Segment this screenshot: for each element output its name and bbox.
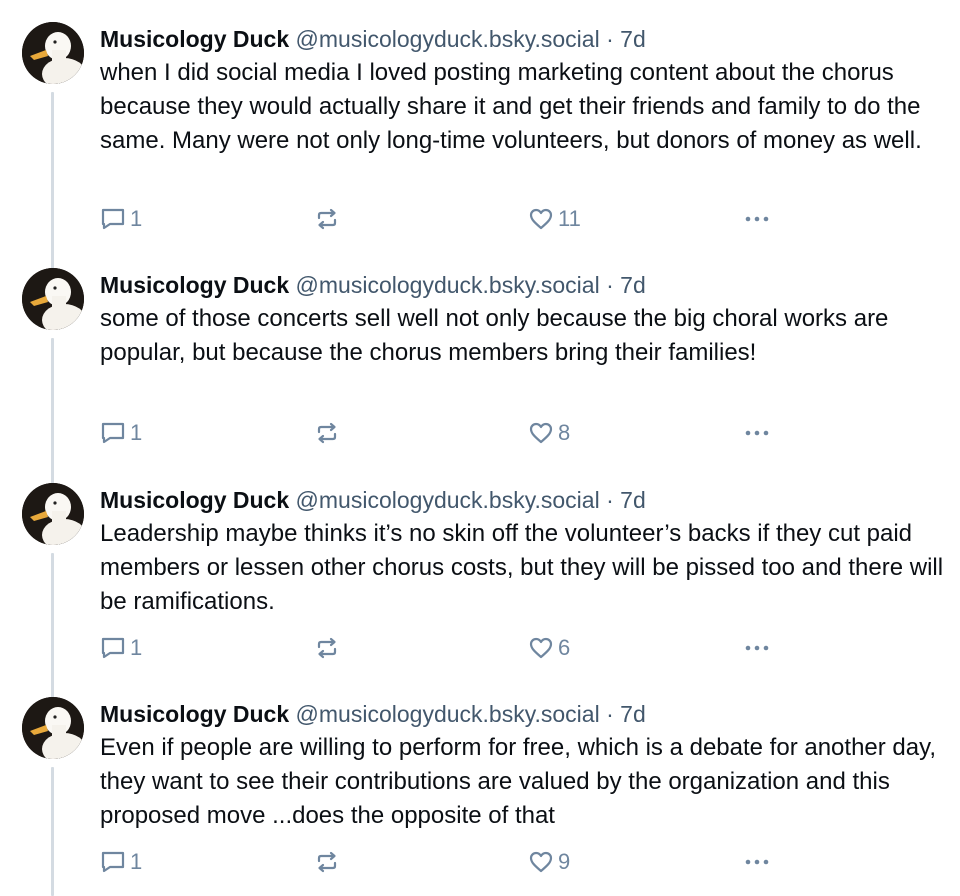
- author-name[interactable]: Musicology Duck: [100, 26, 290, 52]
- repost-arrows-icon: [314, 850, 340, 874]
- author-name[interactable]: Musicology Duck: [100, 701, 290, 727]
- heart-icon: [528, 207, 554, 231]
- header-separator: ·: [606, 487, 614, 513]
- post-header: [100, 483, 646, 517]
- author-avatar[interactable]: [22, 483, 84, 545]
- like-button[interactable]: [528, 845, 570, 879]
- ellipsis-icon: [742, 636, 772, 660]
- post-item[interactable]: [0, 268, 960, 464]
- header-separator: ·: [606, 26, 614, 52]
- post-header: [100, 268, 646, 302]
- reply-button[interactable]: [100, 202, 142, 236]
- post-header: [100, 22, 646, 56]
- post-item[interactable]: [0, 483, 960, 679]
- repost-button[interactable]: [314, 202, 340, 236]
- thread-connector-line: [51, 338, 54, 484]
- like-count: 9: [558, 849, 571, 874]
- more-options-button[interactable]: [742, 202, 772, 236]
- author-avatar[interactable]: [22, 697, 84, 759]
- post-text: some of those concerts sell well not only because the big choral works are popular, but because the chorus members bring their families!: [100, 305, 896, 366]
- more-options-button[interactable]: [742, 416, 772, 450]
- duck-avatar-icon: [22, 268, 84, 330]
- post-time[interactable]: 7d: [620, 26, 646, 52]
- post-actions: [100, 845, 800, 879]
- heart-icon: [528, 421, 554, 445]
- post-actions: [100, 202, 800, 236]
- post-header: [100, 697, 646, 731]
- author-handle[interactable]: @musicologyduck.bsky.social: [295, 26, 600, 52]
- reply-button[interactable]: [100, 416, 142, 450]
- heart-icon: [528, 636, 554, 660]
- more-options-button[interactable]: [742, 631, 772, 665]
- author-avatar[interactable]: [22, 22, 84, 84]
- reply-count: 1: [130, 206, 143, 231]
- like-button[interactable]: [528, 631, 570, 665]
- author-handle[interactable]: @musicologyduck.bsky.social: [295, 487, 600, 513]
- duck-avatar-icon: [22, 697, 84, 759]
- post-actions: [100, 416, 800, 450]
- post-text: Leadership maybe thinks it’s no skin off the volunteer’s backs if they cut paid members or lessen other chorus costs, but they will be pissed too and there will be ramifications.: [100, 520, 950, 615]
- reply-count: 1: [130, 849, 143, 874]
- repost-button[interactable]: [314, 416, 340, 450]
- ellipsis-icon: [742, 421, 772, 445]
- like-button[interactable]: [528, 202, 581, 236]
- header-separator: ·: [606, 272, 614, 298]
- like-count: 6: [558, 635, 571, 660]
- reply-button[interactable]: [100, 631, 142, 665]
- ellipsis-icon: [742, 850, 772, 874]
- author-name[interactable]: Musicology Duck: [100, 487, 290, 513]
- reply-bubble-icon: [100, 207, 126, 231]
- duck-avatar-icon: [22, 22, 84, 84]
- thread-connector-line: [51, 92, 54, 284]
- reply-bubble-icon: [100, 421, 126, 445]
- reply-bubble-icon: [100, 850, 126, 874]
- author-handle[interactable]: @musicologyduck.bsky.social: [295, 272, 600, 298]
- repost-button[interactable]: [314, 845, 340, 879]
- repost-arrows-icon: [314, 207, 340, 231]
- heart-icon: [528, 850, 554, 874]
- post-text: when I did social media I loved posting marketing content about the chorus because they would actually share it and get their friends and family to do the same. Many were not only long-time volunteers, but donors of money as well.: [100, 59, 928, 154]
- duck-avatar-icon: [22, 483, 84, 545]
- like-count: 11: [558, 206, 581, 231]
- reply-bubble-icon: [100, 636, 126, 660]
- post-actions: [100, 631, 800, 665]
- thread-connector-line: [51, 553, 54, 699]
- more-options-button[interactable]: [742, 845, 772, 879]
- reply-count: 1: [130, 420, 143, 445]
- author-name[interactable]: Musicology Duck: [100, 272, 290, 298]
- repost-arrows-icon: [314, 636, 340, 660]
- repost-button[interactable]: [314, 631, 340, 665]
- author-avatar[interactable]: [22, 268, 84, 330]
- reply-count: 1: [130, 635, 143, 660]
- post-time[interactable]: 7d: [620, 487, 646, 513]
- header-separator: ·: [606, 701, 614, 727]
- ellipsis-icon: [742, 207, 772, 231]
- like-button[interactable]: [528, 416, 570, 450]
- post-item[interactable]: [0, 697, 960, 896]
- post-item[interactable]: [0, 22, 960, 254]
- reply-button[interactable]: [100, 845, 142, 879]
- post-text: Even if people are willing to perform for free, which is a debate for another day, they want to see their contributions are valued by the organization and this proposed move ...does the opposite of that: [100, 734, 943, 829]
- thread-connector-line: [51, 767, 54, 896]
- repost-arrows-icon: [314, 421, 340, 445]
- like-count: 8: [558, 420, 571, 445]
- post-time[interactable]: 7d: [620, 701, 646, 727]
- author-handle[interactable]: @musicologyduck.bsky.social: [295, 701, 600, 727]
- post-time[interactable]: 7d: [620, 272, 646, 298]
